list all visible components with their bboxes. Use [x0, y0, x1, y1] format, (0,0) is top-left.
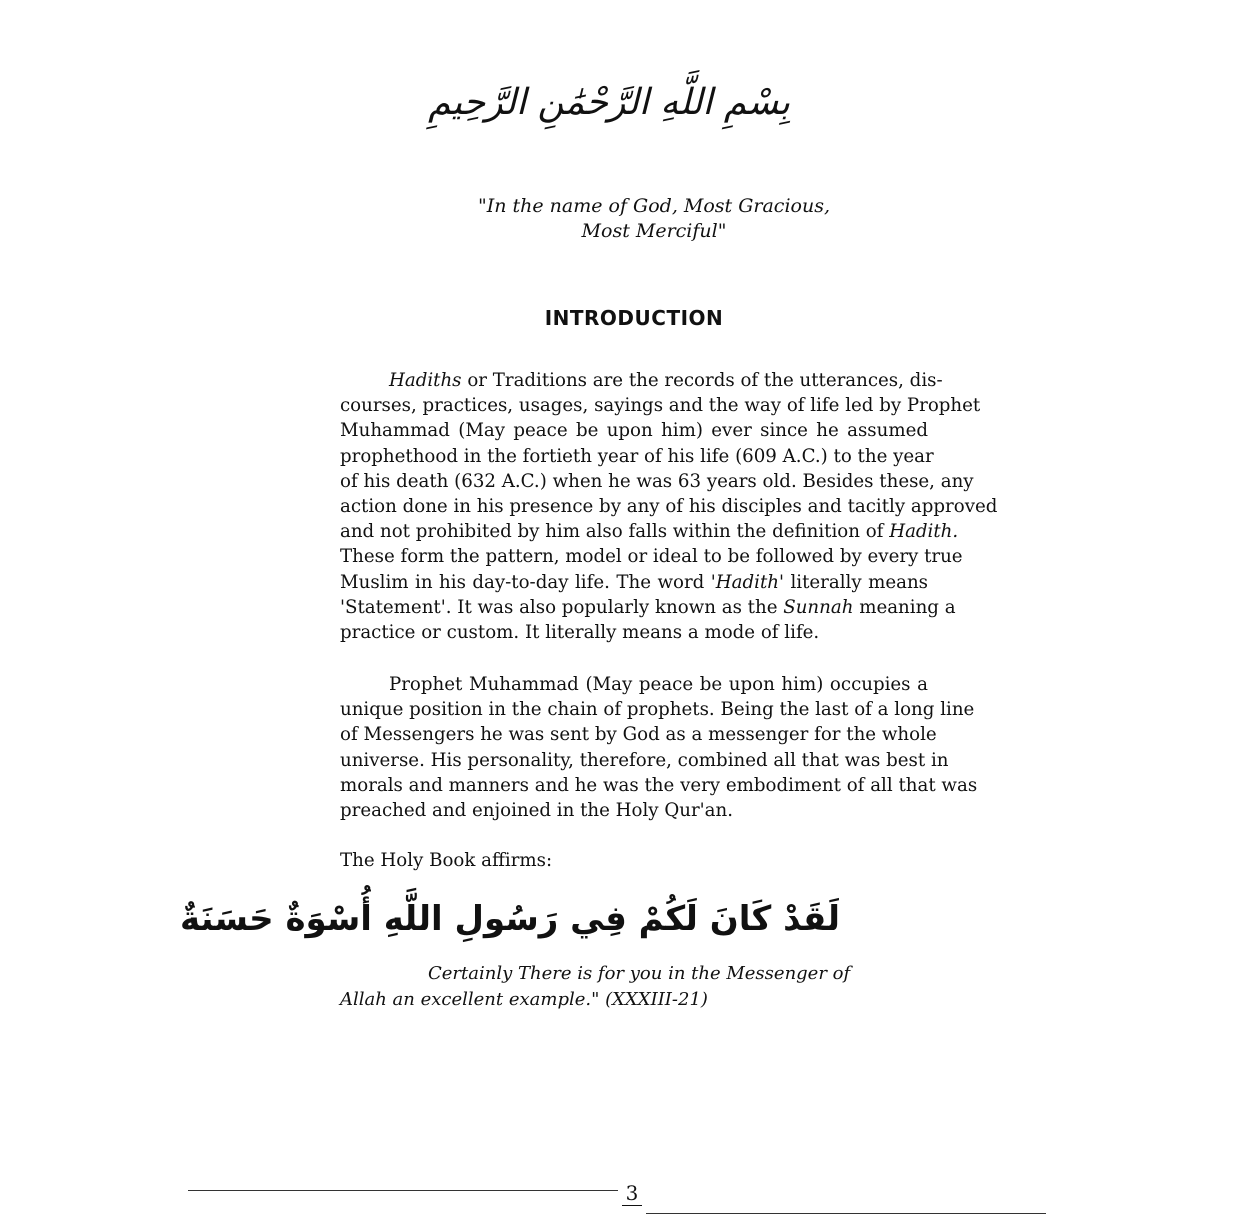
text-line: action done in his presence by any of his disciples and tacitly approved	[340, 496, 998, 518]
italic-term: Hadiths	[389, 370, 462, 391]
verse-translation	[340, 961, 851, 1013]
quran-verse-calligraphy: لَقَدْ كَانَ لَكُمْ فِي رَسُولِ اللَّهِ أُسْوَةٌ حَسَنَةٌ	[180, 899, 840, 939]
paragraph-prophet-position	[340, 672, 978, 823]
section-title: INTRODUCTION	[544, 306, 724, 330]
text-line: practice or custom. It literally means a mode of life.	[340, 622, 820, 644]
text-line: These form the pattern, model or ideal to be followed by every true	[340, 546, 963, 568]
epigraph-line-2: Most Merciful"	[581, 220, 727, 242]
text-line: courses, practices, usages, sayings and the way of life led by Prophet	[340, 395, 981, 417]
text-line: Prophet Muhammad (May peace be upon him) occupies a	[389, 674, 928, 695]
footer-rule-right	[646, 1213, 1046, 1214]
text-line: Muslim in his day-to-day life. The word 'Hadith' literally means	[340, 571, 928, 593]
verse-translation-line-2: Allah an excellent example." (XXXIII-21)	[340, 989, 708, 1010]
text-line: of his death (632 A.C.) when he was 63 years old. Besides these, any	[340, 470, 974, 492]
text-line: preached and enjoined in the Holy Qur'an.	[340, 800, 734, 822]
text-line: The Holy Book affirms:	[340, 850, 553, 871]
text-line: 'Statement'. It was also popularly known as the Sunnah meaning a	[340, 596, 956, 618]
footer-rule-left	[188, 1190, 618, 1191]
affirmation-line	[340, 848, 928, 873]
text-line: morals and manners and he was the very embodiment of all that was	[340, 774, 978, 796]
text-line: and not prohibited by him also falls within the definition of Hadith.	[340, 521, 959, 543]
epigraph-line-1: "In the name of God, Most Gracious,	[477, 195, 830, 217]
paragraph-hadith-definition	[340, 368, 998, 645]
page-number: 3	[612, 1180, 652, 1206]
verse-translation-line-1: Certainly There is for you in the Messenger of	[428, 963, 851, 984]
text-line: of Messengers he was sent by God as a messenger for the whole	[340, 724, 937, 746]
italic-term: Sunnah	[783, 596, 854, 618]
text-line: universe. His personality, therefore, combined all that was best in	[340, 749, 949, 771]
text-line: Hadiths or Traditions are the records of the utterances, dis-	[389, 370, 943, 391]
text-line: unique position in the chain of prophets. Being the last of a long line	[340, 699, 975, 721]
text-line: prophethood in the fortieth year of his life (609 A.C.) to the year	[340, 445, 934, 467]
italic-term: Hadith	[715, 571, 779, 593]
basmala-calligraphy: بِسْمِ اللَّهِ الرَّحْمَٰنِ الرَّحِيمِ	[428, 82, 790, 123]
basmala-translation	[420, 194, 888, 244]
text-line: Muhammad (May peace be upon him) ever since he assumed	[340, 420, 928, 442]
italic-term: Hadith.	[889, 521, 959, 543]
